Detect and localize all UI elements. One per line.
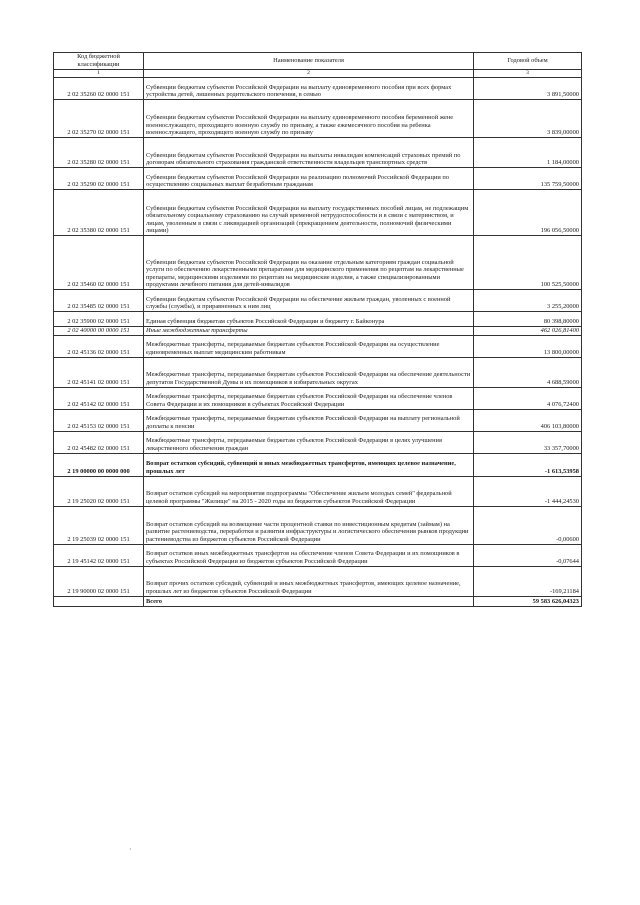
row-value: 4 076,72400 bbox=[474, 387, 582, 409]
row-name: Межбюджетные трансферты, передаваемые бюджетам субъектов Российской Федерации на выплату региональной доплаты к пенсии bbox=[144, 409, 474, 431]
row-value: 4 688,59000 bbox=[474, 357, 582, 387]
row-name: Возврат остатков иных межбюджетных трансфертов на обеспечение членов Совета Федерации и их помощников в субъектах Российской Федерации из бюджетов субъектов Российской Федерации bbox=[144, 544, 474, 566]
row-code: 2 02 40000 00 0000 151 bbox=[54, 327, 144, 336]
table-row bbox=[54, 190, 582, 236]
row-name: Возврат остатков субсидий на возмещение части процентной ставки по инвестиционным кредитам (займам) на развитие растениеводства, переработки и развития инфраструктуры и логистического обеспечения рынков продукции растениеводства из бюджетов субъектов Российской Федерации bbox=[144, 506, 474, 544]
row-name: Межбюджетные трансферты, передаваемые бюджетам субъектов Российской Федерации на обеспечение деятельности депутатов Государственной Думы и их помощников в избирательных округах bbox=[144, 357, 474, 387]
row-name: Субвенции бюджетам субъектов Российской Федерации на реализацию полномочий Российской Федерации по осуществлению социальных выплат безработным гражданам bbox=[144, 168, 474, 190]
row-value: 196 056,50000 bbox=[474, 190, 582, 236]
header-volume: Годовой объем bbox=[474, 53, 582, 70]
row-code: 2 02 45136 02 0000 151 bbox=[54, 335, 144, 357]
table-row bbox=[54, 476, 582, 506]
row-code: 2 19 45142 02 0000 151 bbox=[54, 544, 144, 566]
row-value: 406 103,80000 bbox=[474, 409, 582, 431]
row-code: 2 02 35380 02 0000 151 bbox=[54, 190, 144, 236]
row-code: 2 02 45141 02 0000 151 bbox=[54, 357, 144, 387]
table-row bbox=[54, 409, 582, 431]
table-row bbox=[54, 566, 582, 596]
row-name: Субвенции бюджетам субъектов Российской Федерации на обеспечение жильем граждан, уволенных с военной службы (службы), и приравненных к ним лиц bbox=[144, 290, 474, 312]
row-name: Субвенции бюджетам субъектов Российской Федерации на выплаты инвалидам компенсаций страховых премий по договорам обязательного страхования гражданской ответственности владельцев транспортных средств bbox=[144, 138, 474, 168]
row-name: Межбюджетные трансферты, передаваемые бюджетам субъектов Российской Федерации на осуществление единовременных выплат медицинским работникам bbox=[144, 335, 474, 357]
row-code: 2 02 35260 02 0000 151 bbox=[54, 78, 144, 100]
table-row bbox=[54, 596, 582, 606]
row-value: -1 444,24530 bbox=[474, 476, 582, 506]
row-value: 33 357,70000 bbox=[474, 431, 582, 453]
table-row bbox=[54, 290, 582, 312]
row-name: Межбюджетные трансферты, передаваемые бюджетам субъектов Российской Федерации на обеспечение членов Совета Федерации и их помощников в субъектах Российской Федерации bbox=[144, 387, 474, 409]
row-code: 2 02 35280 02 0000 151 bbox=[54, 138, 144, 168]
row-value: 3 839,00000 bbox=[474, 100, 582, 138]
row-value: 13 800,00000 bbox=[474, 335, 582, 357]
row-name: Иные межбюджетные трансферты bbox=[144, 327, 474, 336]
row-value: 462 026,81400 bbox=[474, 327, 582, 336]
table-row bbox=[54, 168, 582, 190]
row-code: 2 19 90000 02 0000 151 bbox=[54, 566, 144, 596]
table-row bbox=[54, 78, 582, 100]
header-name: Наименование показателя bbox=[144, 53, 474, 70]
row-value: 100 525,50000 bbox=[474, 236, 582, 290]
row-name: Возврат остатков субсидий на мероприятия подпрограммы "Обеспечение жильем молодых семей" федеральной целевой программы "Жилище" на 2015 - 2020 годы из бюджетов субъектов Российской Федерации bbox=[144, 476, 474, 506]
row-value: 135 759,50000 bbox=[474, 168, 582, 190]
row-code: 2 02 35460 02 0000 151 bbox=[54, 236, 144, 290]
table-row bbox=[54, 100, 582, 138]
row-code: 2 02 45142 02 0000 151 bbox=[54, 387, 144, 409]
row-code: 2 19 25039 02 0000 151 bbox=[54, 506, 144, 544]
row-code: 2 19 25020 02 0000 151 bbox=[54, 476, 144, 506]
table-header-row bbox=[54, 53, 582, 70]
row-name: Субвенции бюджетам субъектов Российской Федерации на выплату единовременного пособия беременной жене военнослужащего, проходящего военную службу по призыву, а также ежемесячного пособия на ребенка военнослужащего, проходящего военную службу по призыву bbox=[144, 100, 474, 138]
row-name: Возврат остатков субсидий, субвенций и иных межбюджетных трансфертов, имеющих целевое назначение, прошлых лет bbox=[144, 453, 474, 476]
row-code: 2 19 00000 00 0000 000 bbox=[54, 453, 144, 476]
row-value: 80 398,80000 bbox=[474, 312, 582, 327]
row-value: -0,00600 bbox=[474, 506, 582, 544]
column-index-3: 3 bbox=[474, 70, 582, 78]
table-row bbox=[54, 236, 582, 290]
row-code: 2 02 35290 02 0000 151 bbox=[54, 168, 144, 190]
row-value: -169,21184 bbox=[474, 566, 582, 596]
table-row bbox=[54, 453, 582, 476]
row-value: -0,07644 bbox=[474, 544, 582, 566]
header-code: Код бюджетной классификации bbox=[54, 53, 144, 70]
row-name: Субвенции бюджетам субъектов Российской Федерации на выплату государственных пособий лицам, не подлежащим обязательному социальному страхованию на случай временной нетрудоспособности и в связи с материнством, и лицам, уволенным в связи с ликвидацией организаций (прекращением деятельности, полномочий физическими лицами) bbox=[144, 190, 474, 236]
budget-table bbox=[53, 52, 582, 607]
row-name: Субвенции бюджетам субъектов Российской Федерации на выплату единовременного пособия при всех формах устройства детей, лишенных родительского попечения, в семью bbox=[144, 78, 474, 100]
column-index-1: 1 bbox=[54, 70, 144, 78]
row-name: Субвенции бюджетам субъектов Российской Федерации на оказание отдельным категориям граждан социальной услуги по обеспечению лекарственными препаратами для медицинского применения по рецептам на лекарственные препараты, медицинскими изделиями по рецептам на медицинские изделия, а также специализированными продуктами лечебного питания для детей-инвалидов bbox=[144, 236, 474, 290]
row-name: Возврат прочих остатков субсидий, субвенций и иных межбюджетных трансфертов, имеющих целевое назначение, прошлых лет из бюджетов субъектов Российской Федерации bbox=[144, 566, 474, 596]
row-code: 2 02 45153 02 0000 151 bbox=[54, 409, 144, 431]
row-value: 3 255,20000 bbox=[474, 290, 582, 312]
row-value: 59 583 626,04323 bbox=[474, 596, 582, 606]
table-row bbox=[54, 431, 582, 453]
row-code: 2 02 35485 02 0000 151 bbox=[54, 290, 144, 312]
table-row bbox=[54, 544, 582, 566]
row-value: 3 891,50000 bbox=[474, 78, 582, 100]
row-code: 2 02 45482 02 0000 151 bbox=[54, 431, 144, 453]
table-row bbox=[54, 327, 582, 336]
table-row bbox=[54, 506, 582, 544]
table-row bbox=[54, 387, 582, 409]
table-body bbox=[54, 78, 582, 607]
row-name: Всего bbox=[144, 596, 474, 606]
row-code: 2 02 35270 02 0000 151 bbox=[54, 100, 144, 138]
row-name: Межбюджетные трансферты, передаваемые бюджетам субъектов Российской Федерации в целях улучшения лекарственного обеспечения граждан bbox=[144, 431, 474, 453]
row-name: Единая субвенция бюджетам субъектов Российской Федерации и бюджету г. Байконура bbox=[144, 312, 474, 327]
row-code: 2 02 35900 02 0000 151 bbox=[54, 312, 144, 327]
row-value: -1 613,53958 bbox=[474, 453, 582, 476]
table-row bbox=[54, 335, 582, 357]
table-row bbox=[54, 357, 582, 387]
table-row bbox=[54, 138, 582, 168]
column-index-2: 2 bbox=[144, 70, 474, 78]
row-code bbox=[54, 596, 144, 606]
table-row bbox=[54, 312, 582, 327]
scan-mark: · bbox=[129, 845, 132, 854]
column-index-row bbox=[54, 70, 582, 78]
row-value: 1 184,00000 bbox=[474, 138, 582, 168]
